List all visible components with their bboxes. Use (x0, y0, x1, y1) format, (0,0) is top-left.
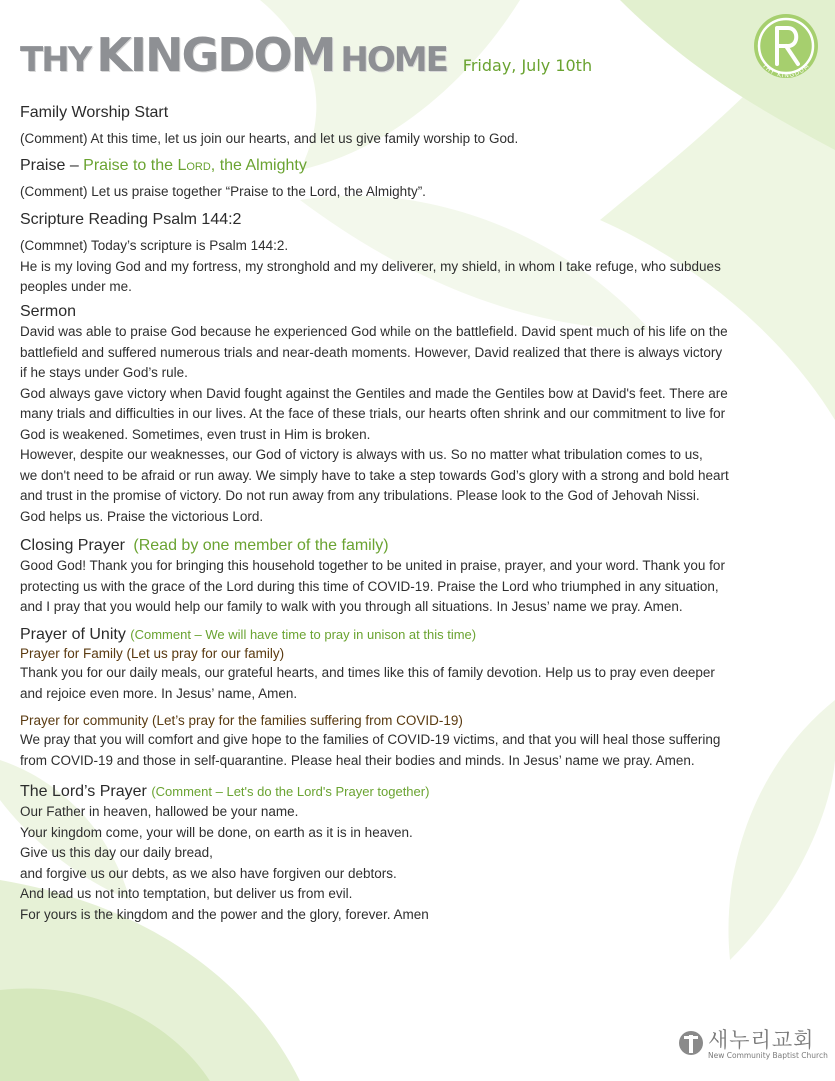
prayer-unity-note: (Comment – We will have time to pray in unison at this time) (130, 627, 477, 642)
praise-heading: Praise – Praise to the Lord, the Almighty (20, 157, 307, 174)
prayer-family-text: Thank you for our daily meals, our grateful hearts, and times like this of family devotion. Help us to pray even deeper and rejoice even more. In Jesus’ name, Amen. (20, 665, 715, 701)
praise-song-title: Praise to the Lord, the Almighty (83, 157, 307, 174)
closing-prayer-heading: Closing Prayer (Read by one member of the family) (20, 537, 389, 554)
section-scripture (20, 210, 825, 298)
title-kingdom: KINGDOM (96, 28, 335, 82)
praise-text: (Comment) Let us praise together “Praise to the Lord, the Almighty”. (20, 184, 426, 199)
page-header (20, 28, 592, 82)
section-worship-start (20, 103, 825, 150)
section-praise (20, 156, 825, 203)
prayer-unity-heading: Prayer of Unity (Comment – We will have time to pray in unison at this time) (20, 626, 477, 643)
lords-prayer-text: Our Father in heaven, hallowed be your name. Your kingdom come, your will be done, on earth as it is in heaven. Give us this day our daily bread, and forgive us our debts, as we also have forgiven our debtors. And lead us not into temptation, but deliver us from evil. For yours is the kingdom and the power and the glory, forever. Amen (20, 804, 429, 922)
prayer-family-heading: Prayer for Family (Let us pray for our family) (20, 646, 285, 661)
prayer-community-heading: Prayer for community (Let’s pray for the families suffering from COVID-19) (20, 713, 463, 728)
title-thy: THY (20, 40, 91, 80)
church-name-korean: 새누리교회 (708, 1028, 815, 1052)
church-logo-icon (678, 1026, 704, 1060)
lords-prayer-note: (Comment – Let's do the Lord's Prayer together) (151, 784, 430, 799)
lords-prayer-heading: The Lord’s Prayer (Comment – Let's do the Lord's Prayer together) (20, 783, 430, 800)
closing-prayer-note: (Read by one member of the family) (133, 537, 389, 554)
section-lords-prayer (20, 782, 825, 925)
title-home: HOME (340, 40, 447, 80)
worship-start-text: (Comment) At this time, let us join our hearts, and let us give family worship to God. (20, 131, 519, 146)
prayer-community-text: We pray that you will comfort and give hope to the families of COVID-19 victims, and that you will heal those suffering from COVID-19 and those in self-quarantine. Please heal their bodies and minds. In Jesus’ name we pray. Amen. (20, 732, 721, 768)
scripture-text: (Commnet) Today’s scripture is Psalm 144:2. He is my loving God and my fortress, my stronghold and my deliverer, my shield, in whom I take refuge, who subdues peoples under me. (20, 238, 721, 294)
page-date: Friday, July 10th (462, 56, 593, 75)
logo-text: THY KINGDOM (760, 62, 812, 80)
section-sermon (20, 302, 825, 527)
closing-prayer-text: Good God! Thank you for bringing this household together to be united in praise, prayer, and your word. Thank you for protecting us with the grace of the Lord during this time of COVID-19. Praise the Lord who triumphed in any situation, and I pray that you would help our family to walk with you through all situations. In Jesus’ name we pray. Amen. (20, 558, 725, 614)
thy-kingdom-logo-icon (744, 6, 828, 90)
section-prayer-unity (20, 625, 825, 771)
sermon-text: David was able to praise God because he experienced God while on the battlefield. David spent much of his life on the battlefield and suffered numerous trials and near-death moments. However, David realized that there is always victory if he stays under God’s rule. God always gave victory when David fought against the Gentiles and made the Gentiles bow at David's feet. There are many trials and difficulties in our lives. At the face of these trials, our hearts often shrink and our commitment to live for God is weakened. Sometimes, even trust in Him is broken. However, despite our weaknesses, our God of victory is always with us. So no matter what tribulation comes to us, we don't need to be afraid or run away. We simply have to take a step towards God’s glory with a strong and bold heart and trust in the promise of victory. Do not run away from any tribulations. Please look to the God of Jehovah Nissi. God helps us. Praise the victorious Lord. (20, 324, 729, 524)
sermon-heading: Sermon (20, 303, 77, 320)
scripture-heading: Scripture Reading Psalm 144:2 (20, 211, 242, 228)
worship-start-heading: Family Worship Start (20, 104, 169, 121)
church-name-english: New Community Baptist Church (708, 1051, 828, 1060)
church-logo (678, 1024, 828, 1064)
section-closing-prayer (20, 536, 825, 618)
